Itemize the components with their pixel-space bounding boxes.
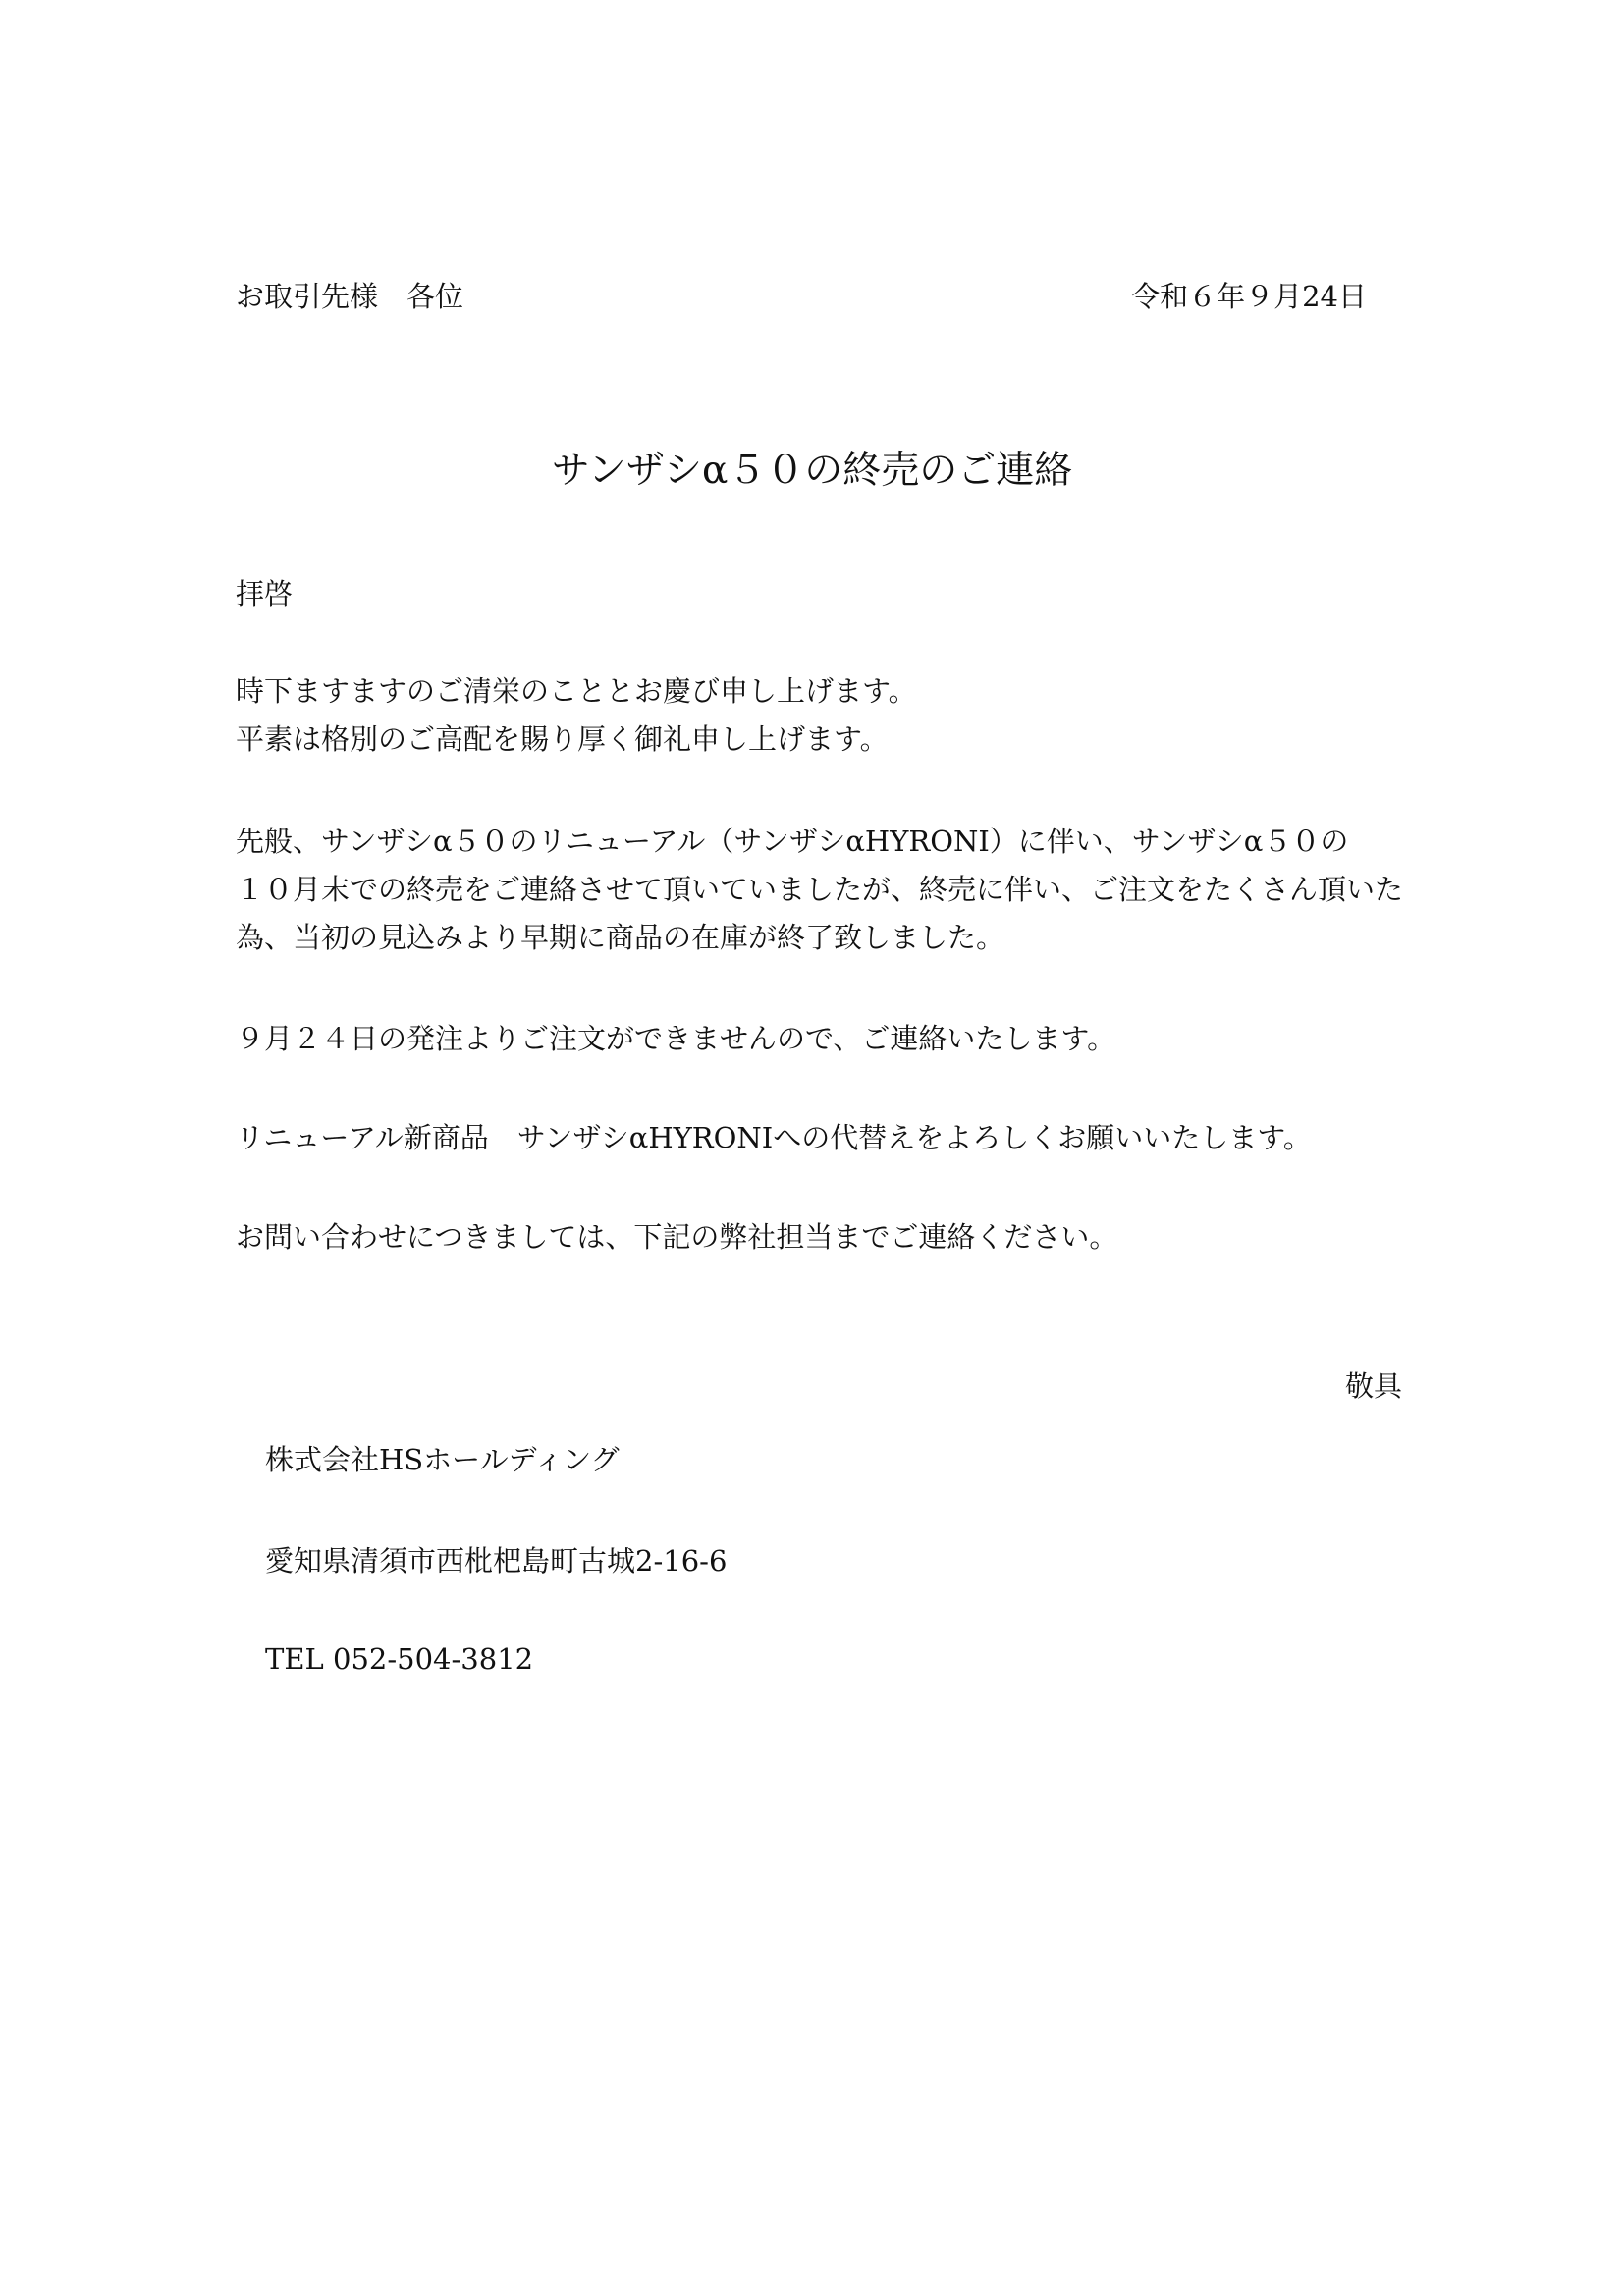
body-paragraph-3: リニューアル新商品 サンザシαHYRONIへの代替えをよろしくお願いいたします。 xyxy=(236,1121,1312,1154)
recipient: お取引先様 各位 xyxy=(236,280,464,313)
date: 令和６年９月24日 xyxy=(1131,280,1367,313)
body-line: 先般、サンザシα５０のリニューアル（サンザシαHYRONI）に伴い、サンザシα５０の xyxy=(236,825,1349,858)
opening-salutation: 拝啓 xyxy=(236,577,294,611)
sender-tel: TEL 052-504-3812 xyxy=(265,1642,534,1676)
greeting-line: 平素は格別のご高配を賜り厚く御礼申し上げます。 xyxy=(236,722,889,756)
body-paragraph-4: お問い合わせにつきましては、下記の弊社担当までご連絡ください。 xyxy=(236,1220,1118,1254)
body-line: 為、当初の見込みより早期に商品の在庫が終了致しました。 xyxy=(236,921,1005,954)
page-title: サンザシα５０の終売のご連絡 xyxy=(551,449,1073,493)
body-line: １０月末での終売をご連絡させて頂いていましたが、終売に伴い、ご注文をたくさん頂いた xyxy=(236,873,1404,906)
sender-address: 愛知県清須市西枇杷島町古城2-16-6 xyxy=(265,1544,728,1577)
sender-company: 株式会社HSホールディング xyxy=(265,1443,620,1476)
closing-salutation: 敬具 xyxy=(1344,1369,1402,1403)
greeting-line: 時下ますますのご清栄のこととお慶び申し上げます。 xyxy=(236,674,917,708)
body-paragraph-2: ９月２４日の発注よりご注文ができませんので、ご連絡いたします。 xyxy=(236,1022,1116,1055)
